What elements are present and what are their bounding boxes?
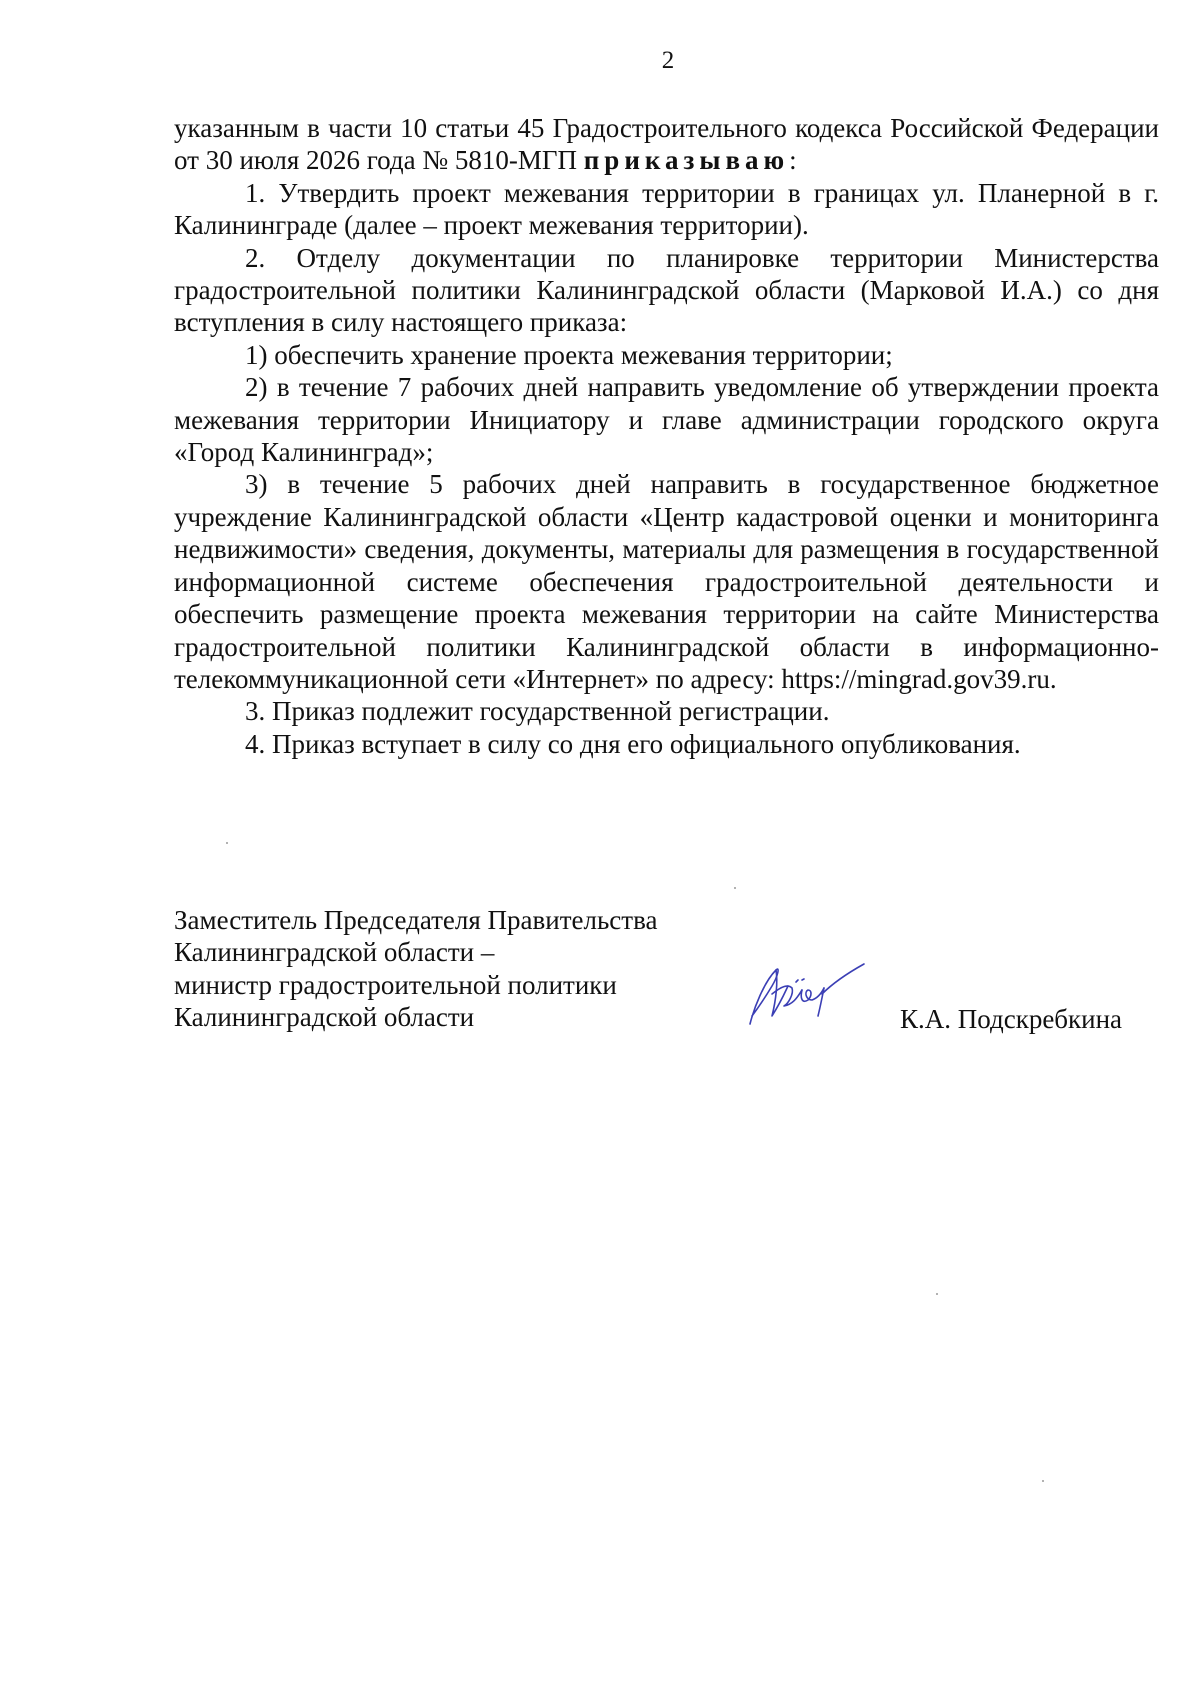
order-word: приказываю [583,145,790,176]
scan-speck [226,842,228,844]
signatory-line-3: министр градостроительной политики [174,969,617,1000]
signatory-line-1: Заместитель Председателя Правительства [174,905,658,935]
page-number: 2 [661,47,675,74]
item-2-subitem-2: 2) в течение 7 рабочих дней направить уведомление об утверждении проекта межевания территории Инициатору и главе администрации городского округа «Город Калининград»; [174,372,1159,468]
signatory-line-2: Калининградской области – [174,937,495,968]
intro-colon: : [789,145,797,176]
item-2-subitem-3: 3) в течение 5 рабочих дней направить в государственное бюджетное учреждение Калининградской области «Центр кадастровой оценки и мониторинга недвижимости» сведения, документы, материалы для размещения в государственной информационной системе обеспечения градостроительной деятельности и обеспечить размещение проекта межевания территории на сайте Министерства градостроительной политики Калининградской области в информационно-телекоммуникационной сети «Интернет» по адресу: https://mingrad.gov39.ru. [174,469,1159,694]
intro-text: указанным в части 10 статьи 45 Градостроительного кодекса Российской Федерации от 30 июля 2026 года № 5810-МГП [174,113,1159,176]
scan-speck [936,1293,938,1295]
item-4: 4. Приказ вступает в силу со дня его официального опубликования. [245,728,1021,759]
signer-name: К.А. Подскребкина [900,1004,1123,1034]
item-1: 1. Утвердить проект межевания территории в границах ул. Планерной в г. Калининграде (далее – проект межевания территории). [174,177,1159,241]
scan-speck [1042,1480,1044,1482]
scan-speck [734,887,736,889]
order-body [174,112,1159,760]
intro-paragraph [174,112,1159,177]
item-3: 3. Приказ подлежит государственной регистрации. [245,696,830,727]
item-2-subitem-1: 1) обеспечить хранение проекта межевания территории; [245,339,893,370]
signatory-line-4: Калининградской области [174,1002,475,1033]
item-2: 2. Отделу документации по планировке территории Министерства градостроительной политики Калининградской области (Марковой И.А.) со дня вступления в силу настоящего приказа: [174,242,1159,338]
handwritten-signature [742,960,867,1030]
signatory-title [174,904,774,1034]
